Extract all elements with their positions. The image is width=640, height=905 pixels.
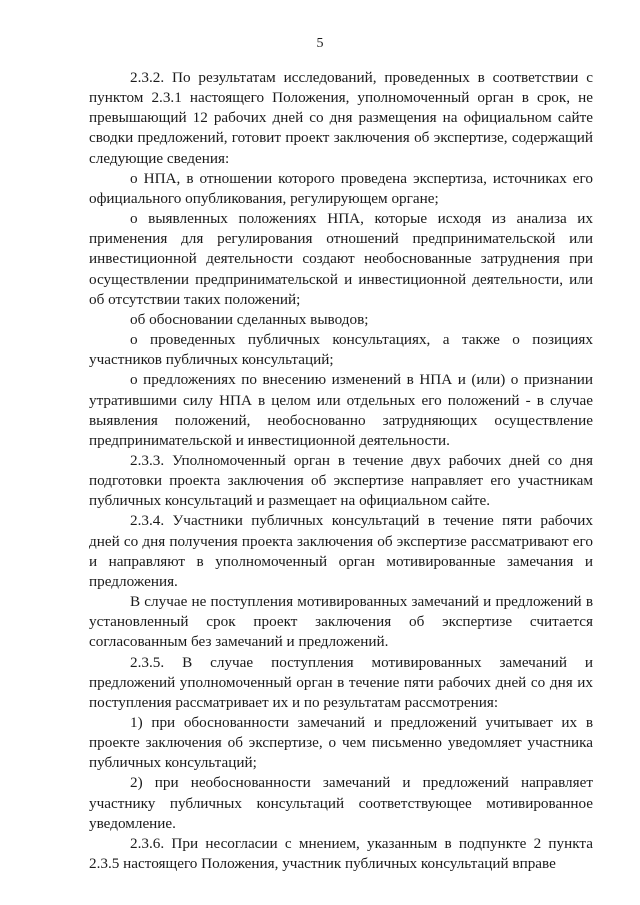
paragraph-identified-provisions: о выявленных положениях НПА, которые исходя из анализа их применения для регулирования отношений предпринимательской или инвестиционной деятельности создают необоснованные затруднения при осуществлении предпринимательской и инвестиционной деятельности, или об отсутствии таких положений; (89, 210, 593, 308)
paragraph-2-3-4: 2.3.4. Участники публичных консультаций в течение пяти рабочих дней со дня получения проекта заключения об экспертизе рассматривают его и направляют в уполномоченный орган мотивированные замечания и предложения. (89, 512, 593, 590)
paragraph-2-3-5: 2.3.5. В случае поступления мотивированных замечаний и предложений уполномоченный орган в течение пяти рабочих дней со дня их поступления рассматривает их и по результатам рассмотрения: (89, 653, 593, 711)
document-body (89, 68, 593, 874)
paragraph-2-3-3: 2.3.3. Уполномоченный орган в течение двух рабочих дней со дня подготовки проекта заключения об экспертизе направляет его участникам публичных консультаций и размещает на официальном сайте. (89, 451, 593, 510)
paragraph-2-3-2: 2.3.2. По результатам исследований, проведенных в соответствии с пунктом 2.3.1 настоящего Положения, уполномоченный орган в срок, не превышающий 12 рабочих дней со дня размещения на официальном сайте сводки предложений, готовит проект заключения об экспертизе, содержащий следующие сведения: (89, 69, 593, 167)
paragraph-consultations: о проведенных публичных консультациях, а также о позициях участников публичных консультаций; (89, 331, 593, 369)
paragraph-item-2: 2) при необоснованности замечаний и предложений направляет участнику публичных консультаций соответствующее мотивированное уведомление. (89, 774, 593, 832)
paragraph-item-1: 1) при обоснованности замечаний и предложений учитывает их в проекте заключения об экспертизе, о чем письменно уведомляет участника публичных консультаций; (89, 714, 593, 772)
paragraph-npa-info: о НПА, в отношении которого проведена экспертиза, источниках его официального опубликования, регулирующем органе; (89, 169, 593, 207)
paragraph-no-remarks: В случае не поступления мотивированных замечаний и предложений в установленный срок проект заключения об экспертизе считается согласованным без замечаний и предложений. (89, 593, 593, 651)
paragraph-2-3-6: 2.3.6. При несогласии с мнением, указанным в подпункте 2 пункта 2.3.5 настоящего Положения, участник публичных консультаций вправе (89, 834, 593, 873)
paragraph-justification: об обосновании сделанных выводов; (130, 310, 369, 328)
paragraph-proposals: о предложениях по внесению изменений в НПА и (или) о признании утратившими силу НПА в целом или отдельных его положений - в случае выявления положений, необоснованно затрудняющих осуществление предпринимательской и инвестиционной деятельности. (89, 371, 593, 449)
page-number: 5 (316, 36, 324, 51)
